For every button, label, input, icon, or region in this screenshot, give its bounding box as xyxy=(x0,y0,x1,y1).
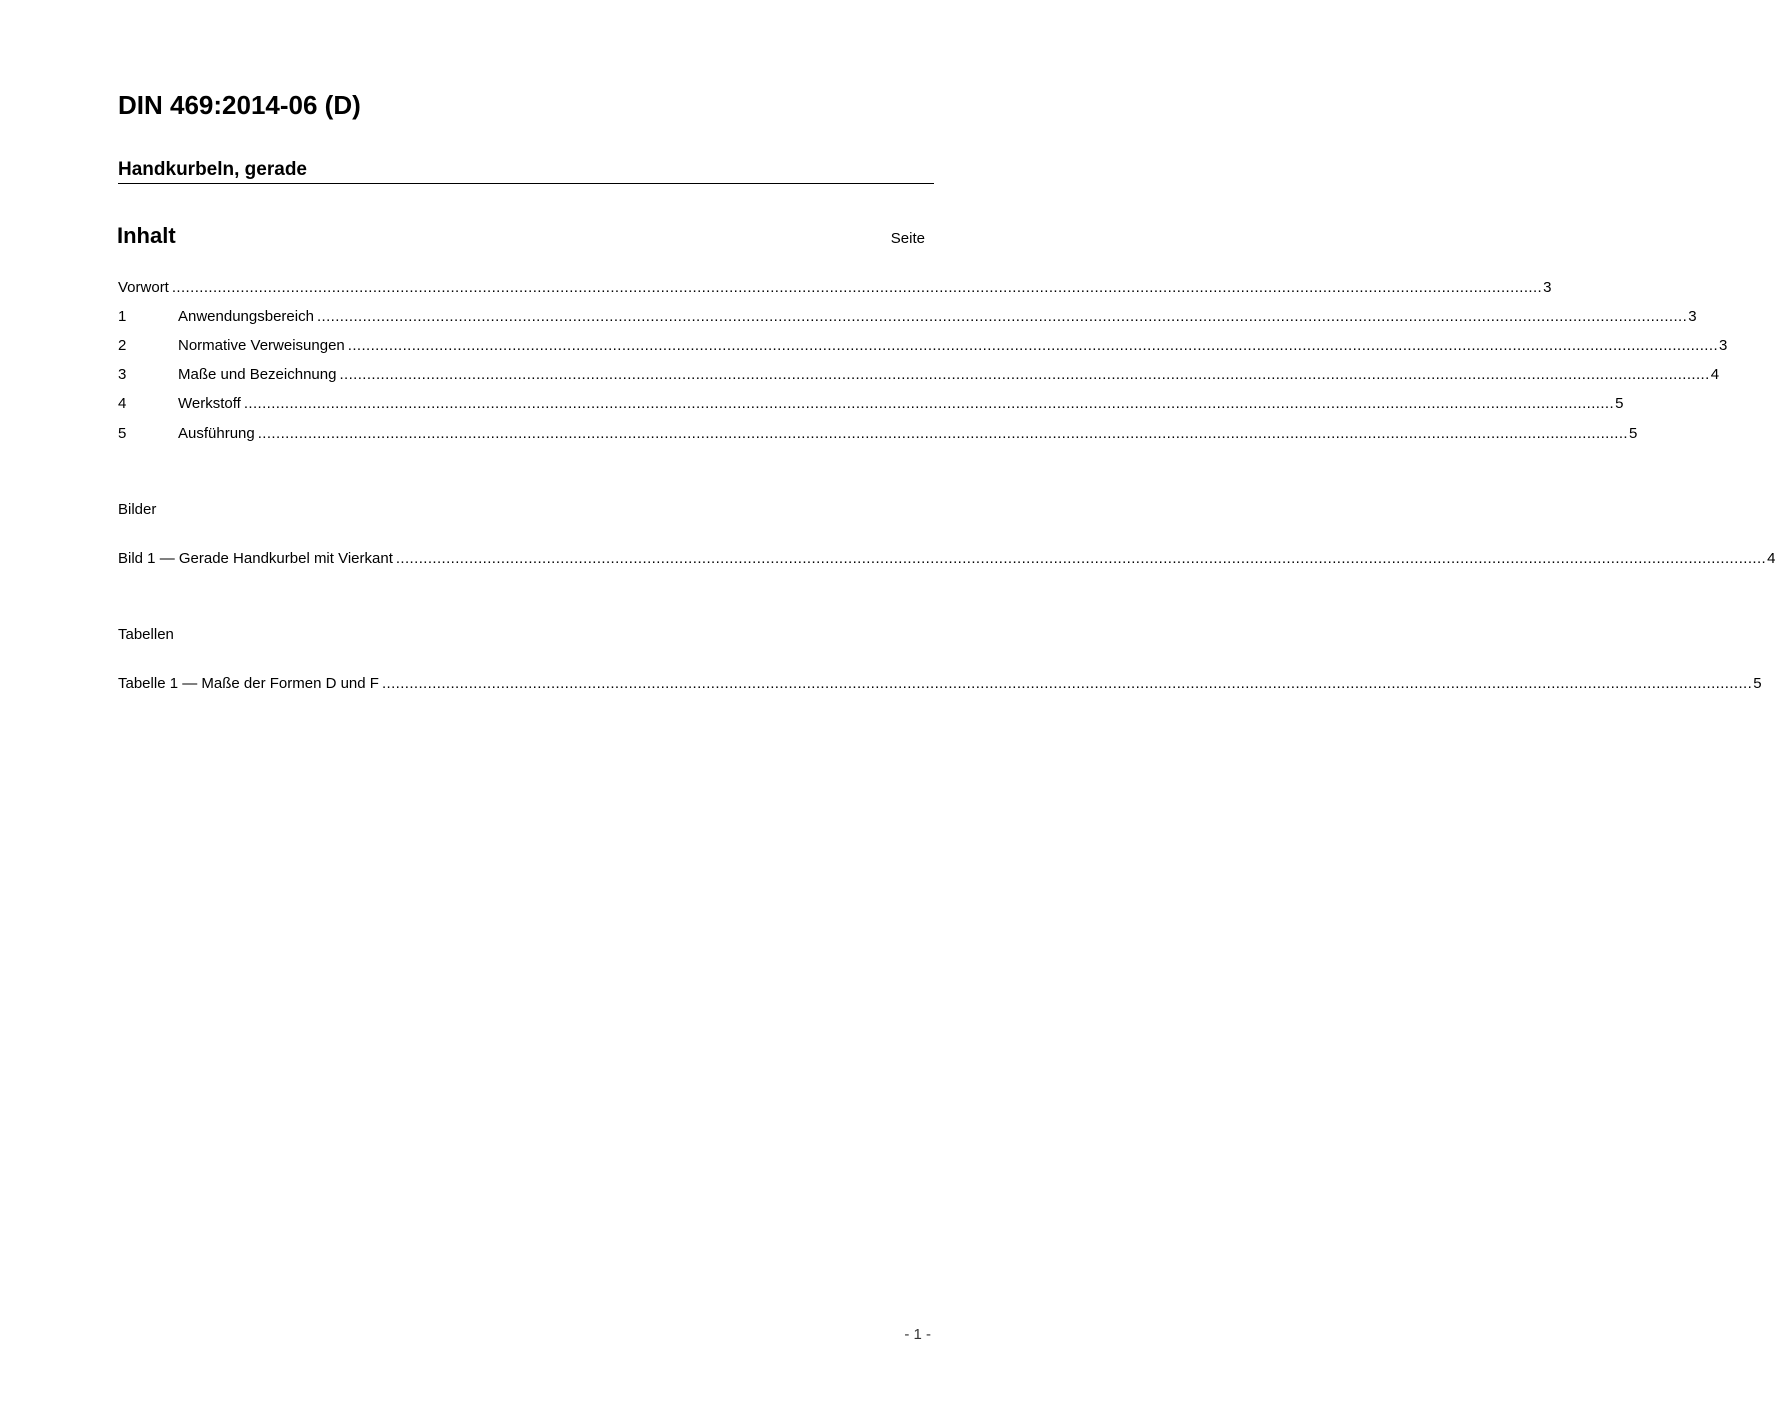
figure-entry-page: 4 xyxy=(1767,550,1775,567)
toc-entry-text: Ausführung xyxy=(178,425,255,442)
toc-entry-text: Maße und Bezeichnung xyxy=(178,366,337,383)
toc-leader-dots: ............................................................................................................................................................................................................................................................................................................ xyxy=(243,395,1615,412)
toc-entry-page: 3 xyxy=(1543,279,1552,296)
toc-entry-werkstoff[interactable] xyxy=(118,394,1624,414)
tables-heading: Tabellen xyxy=(118,626,174,643)
toc-entry-masse-und-bezeichnung[interactable] xyxy=(118,365,1720,385)
page-number: - 1 - xyxy=(904,1326,931,1343)
figure-entry-bild-1[interactable] xyxy=(118,549,1775,569)
document-title: DIN 469:2014-06 (D) xyxy=(118,90,361,120)
toc-entry-anwendungsbereich[interactable] xyxy=(118,307,1697,327)
toc-leader-dots: ............................................................................................................................................................................................................................................................................................................ xyxy=(171,279,1543,296)
figure-entry-text: Bild 1 — Gerade Handkurbel mit Vierkant xyxy=(118,550,393,567)
toc-leader-dots: ............................................................................................................................................................................................................................................................................................................ xyxy=(381,675,1753,692)
toc-entry-number: 2 xyxy=(118,337,127,354)
toc-leader-dots: ............................................................................................................................................................................................................................................................................................................ xyxy=(316,308,1688,325)
page-column-label: Seite xyxy=(890,230,925,247)
toc-leader-dots: ............................................................................................................................................................................................................................................................................................................ xyxy=(257,425,1628,442)
toc-leader-dots: ............................................................................................................................................................................................................................................................................................................ xyxy=(395,550,1767,567)
toc-entry-page: 5 xyxy=(1615,395,1624,412)
toc-entry-ausfuehrung[interactable] xyxy=(118,424,1638,444)
toc-entry-normative-verweisungen[interactable] xyxy=(118,336,1728,356)
title-divider xyxy=(118,183,934,184)
toc-entry-page: 3 xyxy=(1688,308,1697,325)
toc-heading: Inhalt xyxy=(117,223,176,248)
table-entry-text: Tabelle 1 — Maße der Formen D und F xyxy=(118,675,379,692)
toc-entry-vorwort[interactable] xyxy=(118,278,1552,298)
toc-entry-number: 5 xyxy=(118,425,127,442)
toc-entry-number: 3 xyxy=(118,366,127,383)
toc-entry-number: 1 xyxy=(118,308,127,325)
toc-entry-text: Werkstoff xyxy=(178,395,241,412)
table-entry-page: 5 xyxy=(1753,675,1762,692)
toc-leader-dots: ............................................................................................................................................................................................................................................................................................................ xyxy=(339,366,1710,383)
toc-entry-page: 3 xyxy=(1719,337,1728,354)
toc-entry-number: 4 xyxy=(118,395,127,412)
figures-heading: Bilder xyxy=(118,501,157,518)
toc-entry-text: Normative Verweisungen xyxy=(178,337,345,354)
toc-leader-dots: ............................................................................................................................................................................................................................................................................................................ xyxy=(347,337,1719,354)
toc-entry-text: Anwendungsbereich xyxy=(178,308,314,325)
table-entry-tabelle-1[interactable] xyxy=(118,674,1762,694)
toc-entry-page: 5 xyxy=(1628,425,1638,442)
toc-entry-text: Vorwort xyxy=(118,279,169,296)
toc-entry-page: 4 xyxy=(1710,366,1720,383)
document-subtitle: Handkurbeln, gerade xyxy=(118,159,307,180)
